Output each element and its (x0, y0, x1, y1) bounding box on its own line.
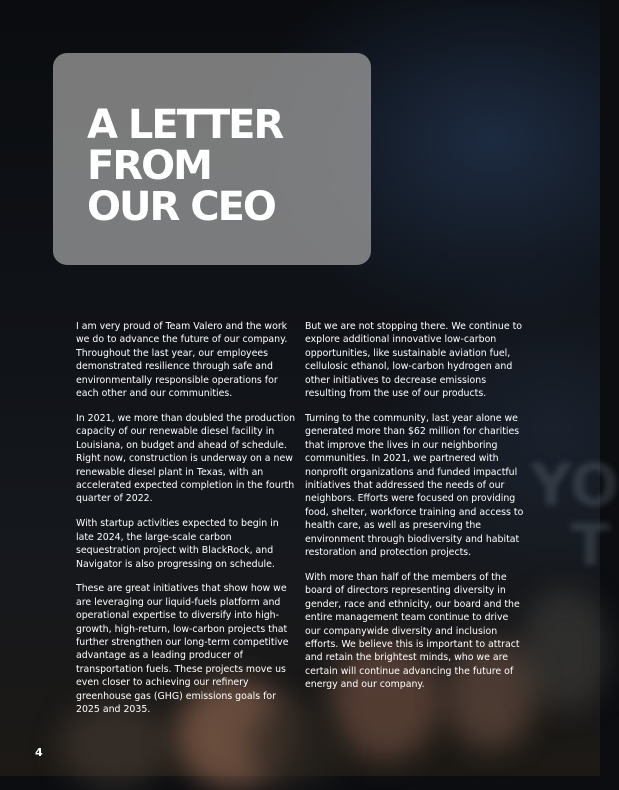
paragraph: Turning to the community, last year alone we generated more than $62 million for charities that improve the lives in our neighboring communities. In 2021, we partnered with nonprofit organizations and funded impactful initiatives that addressed the needs of our neighbors. Efforts were focused on providing food, shelter, workforce training and access to health care, as well as preserving the environment through biodiversity and habitat restoration and protection projects. (305, 412, 524, 558)
page-title: A LETTER FROM OUR CEO (87, 102, 283, 230)
title-panel (53, 53, 371, 265)
right-text-column (305, 320, 525, 703)
paragraph: I am very proud of Team Valero and the work we do to advance the future of our company. Throughout the last year, our employees demonstrated resilience through safe and environmentally responsible operations for each other and our communities. (76, 321, 288, 400)
paragraph: With startup activities expected to begin in late 2024, the large-scale carbon sequestration project with BlackRock, and Navigator is also progressing on schedule. (76, 518, 279, 570)
paragraph: In 2021, we more than doubled the production capacity of our renewable diesel facility in Louisiana, on budget and ahead of schedule. Right now, construction is underway on a new renewable diesel plant in Texas, with an accelerated expected completion in the fourth quarter of 2022. (76, 412, 296, 505)
background-blurred-lettering: YO T (530, 451, 619, 579)
paragraph: With more than half of the members of the board of directors representing diversity in gender, race and ethnicity, our board and the entire management team continue to drive our companywide diversity and inclusion efforts. We believe this is important to attract and retain the brightest minds, who we are certain will continue advancing the future of energy and our company. (305, 571, 520, 691)
left-text-column (76, 320, 296, 728)
page-number: 4 (35, 746, 43, 759)
paragraph: These are great initiatives that show how we are leveraging our liquid-fuels platform and operational expertise to diversify into high-growth, high-return, low-carbon projects that further strengthen our long-term competitive advantage as a leading producer of transportation fuels. These projects move us even closer to achieving our refinery greenhouse gas (GHG) emissions goals for 2025 and 2035. (76, 583, 289, 716)
background-crowd-blur (520, 590, 610, 710)
paragraph: But we are not stopping there. We continue to explore additional innovative low-carbon opportunities, like sustainable aviation fuel, cellulosic ethanol, low-carbon hydrogen and other initiatives to decrease emissions resulting from the use of our products. (305, 321, 522, 400)
